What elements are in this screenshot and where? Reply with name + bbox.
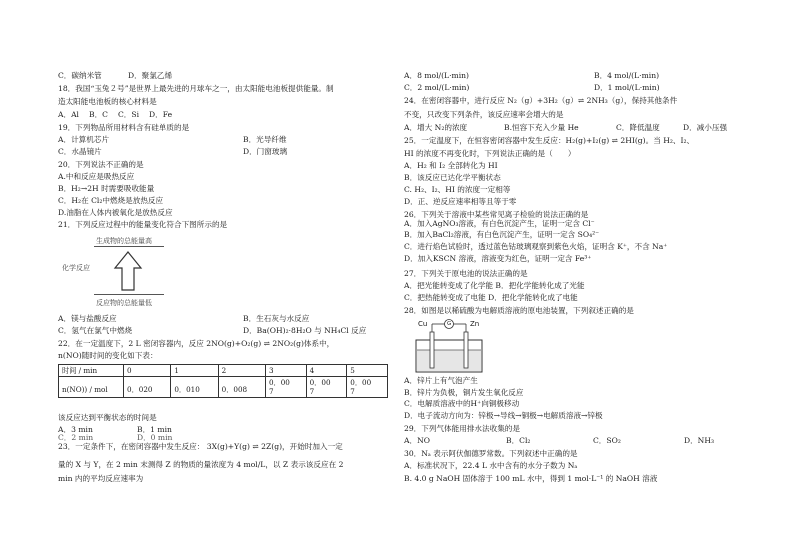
q22-stem-cont: n(NO)随时间的变化如下表： [58, 351, 158, 360]
q19-option-a: A．计算机芯片 [58, 135, 110, 144]
q22-stem-question: 该反应达到平衡状态的时间是 [58, 413, 157, 422]
q27-options-cd: C．把热能转变成了电能 D．把化学能转化成了电能 [404, 293, 578, 302]
q18-stem: 18．我国“玉兔２号”是世界上最先进的月球车之一，由太阳能电池板提供能量。制 [58, 84, 334, 93]
q19-option-d: D．门窗玻璃 [243, 147, 288, 156]
zinc-electrode-label: Zn [470, 320, 480, 328]
q24-stem: 24．在密闭容器中，进行反应 N₂（g）+3H₂（g）⇌ 2NH₃（g），保持其他条件 [404, 96, 678, 105]
q18-options: A．Al B．C C．Si D．Fe [58, 110, 173, 119]
energy-products-label: 生成物的总能量高 [96, 237, 152, 245]
q21-option-b: B．生石灰与水反应 [243, 314, 310, 323]
q21-option-c: C．氢气在氯气中燃烧 [58, 326, 133, 335]
q23-option-c: C．2 mol/(L·min) [404, 83, 470, 92]
products-level-line [94, 246, 164, 247]
q21-option-a: A．镁与盐酸反应 [58, 314, 117, 323]
copper-electrode-label: Cu [418, 320, 428, 328]
q19-stem: 19．下列物品所用材料含有硅单质的是 [58, 123, 190, 132]
table-header-cell: 5 [347, 365, 388, 377]
q23-option-d: D．1 mol/(L·min) [594, 83, 660, 92]
q23-stem-cont: 量的 X 与 Y，在 2 min 末测得 Z 的物质的量浓度为 4 mol/L，以 Z 表示该反应在 2 [58, 460, 344, 469]
q25-stem-cont: HI 的浓度不再变化时，下列说法正确的是（ ） [404, 149, 576, 158]
q29-stem: 29．下列气体能用排水法收集的是 [404, 424, 520, 433]
up-arrow-icon [113, 250, 143, 292]
table-header-cell: 2 [218, 365, 265, 377]
table-cell: 0．00 7 [306, 377, 347, 398]
q20-option-c: C．H₂在 Cl₂中燃烧是放热反应 [58, 196, 164, 205]
q18-stem-cont: 造太阳能电池板的核心材料是 [58, 97, 157, 106]
table-row-label: n(NO)) / mol [59, 377, 124, 398]
q26-option-b: B．加入BaCl₂溶液，有白色沉淀产生，证明一定含 SO₄²⁻ [404, 230, 600, 239]
table-header-cell: 0 [124, 365, 171, 377]
q23-stem-end: min 内的平均反应速率为 [58, 474, 144, 483]
q28-option-a: A．锌片上有气泡产生 [404, 376, 478, 385]
q30-option-b: B. 4.0 g NaOH 固体溶于 100 mL 水中，得到 1 mol·L⁻¹ 的 NaOH 溶液 [404, 474, 658, 483]
q27-options-ab: A．把光能转变成了化学能 B．把化学能转化成了光能 [404, 281, 585, 290]
q26-stem: 26．下列关于溶液中某些常见离子检验的说法正确的是 [404, 210, 589, 219]
q25-stem: 25．一定温度下，在恒容密闭容器中发生反应：H₂(g)+I₂(g) ⇌ 2HI(g)。当 H₂、I₂、 [404, 136, 695, 145]
reaction-label: 化学反应 [62, 264, 90, 272]
table-row [59, 377, 388, 398]
q21-stem: 21．下列反应过程中的能量变化符合下图所示的是 [58, 220, 228, 229]
q29-option-b: B．Cl₂ [506, 436, 531, 445]
q22-option-d: D．0 min [137, 433, 173, 442]
q19-option-c: C．水晶镜片 [58, 147, 102, 156]
q22-option-b: B．1 min [137, 425, 172, 434]
q29-option-c: C．SO₂ [593, 436, 621, 445]
table-header-cell: 4 [306, 365, 347, 377]
table-header-row [59, 365, 388, 377]
q24-option-b: B.恒容下充入少量 He [504, 123, 579, 132]
table-header-cell: 1 [171, 365, 218, 377]
q24-option-a: A．增大 N₂的浓度 [404, 123, 468, 132]
q29-option-d: D．NH₃ [684, 436, 714, 445]
q19-option-b: B．光导纤维 [243, 135, 287, 144]
table-cell: 0．010 [171, 377, 218, 398]
q29-option-a: A．NO [404, 436, 430, 445]
q24-option-d: D．减小压强 [683, 123, 728, 132]
galvanometer-label: G [447, 321, 452, 327]
q21-option-d: D．Ba(OH)₂·8H₂O 与 NH₄Cl 反应 [243, 326, 367, 335]
q25-option-d: D．正、逆反应速率相等且等于零 [404, 197, 517, 206]
q28-option-c: C．电解质溶液中的H⁺向铜极移动 [404, 399, 520, 408]
q20-option-d: D.油脂在人体内被氧化是放热反应 [58, 208, 173, 217]
q22-option-a: A．3 min [58, 425, 93, 434]
q25-option-c: C. H₂、I₂、HI 的浓度一定相等 [404, 185, 511, 194]
q26-option-a: A．加入AgNO₃溶液，有白色沉淀产生，证明一定含 Cl⁻ [404, 219, 595, 228]
q17-option-c: C．碳纳米管 [58, 71, 102, 80]
q22-option-c: C．2 min [58, 433, 94, 442]
q30-stem: 30．Nₐ 表示阿伏伽德罗常数。下列叙述中正确的是 [404, 449, 578, 458]
q24-stem-cont: 不变，只改变下列条件，该反应速率会增大的是 [404, 110, 564, 119]
q28-option-d: D．电子流动方向为：锌极→导线→铜极→电解质溶液→锌极 [404, 411, 603, 420]
q25-option-a: A．H₂ 和 I₂ 全部转化为 HI [404, 161, 498, 170]
table-cell: 0．00 7 [347, 377, 388, 398]
q20-option-b: B．H₂→2H 时需要吸收能量 [58, 184, 155, 193]
q17-option-d: D．聚氯乙烯 [128, 71, 173, 80]
nno-table [58, 364, 388, 398]
table-cell: 0．020 [124, 377, 171, 398]
q26-option-d: D．加入KSCN 溶液，溶液变为红色，证明一定含 Fe³⁺ [404, 254, 592, 263]
q25-option-b: B．该反应已达化学平衡状态 [404, 173, 501, 182]
q24-option-c: C．降低温度 [616, 123, 660, 132]
q26-option-c: C．进行焰色试验时，透过蓝色钴玻璃观察到紫色火焰，证明含 K⁺，不含 Na⁺ [404, 242, 668, 251]
q30-option-a: A．标准状况下，22.4 L 水中含有的水分子数为 Nₐ [404, 461, 578, 470]
q23-option-b: B．4 mol/(L·min) [594, 71, 660, 80]
reactants-level-line [94, 294, 164, 295]
q23-option-a: A．8 mol/(L·min) [404, 71, 469, 80]
q22-stem: 22．在一定温度下，2 L 密闭容器内，反应 2NO(g)+O₂(g) ⇌ 2NO₂(g)体系中， [58, 339, 335, 348]
table-cell: 0．008 [218, 377, 265, 398]
energy-reactants-label: 反应物的总能量低 [96, 299, 152, 307]
q20-option-a: A.中和反应是吸热反应 [58, 172, 135, 181]
q27-stem: 27．下列关于原电池的说法正确的是 [404, 269, 528, 278]
q28-option-b: B．锌片为负极，铜片发生氧化反应 [404, 388, 524, 397]
q23-stem: 23．一定条件下，在密闭容器中发生反应： 3X(g)+Y(g) ⇌ 2Z(g)，开始时加入一定 [58, 442, 343, 451]
q28-stem: 28．如图是以稀硫酸为电解质溶液的原电池装置，下列叙述正确的是 [404, 306, 634, 315]
table-header-cell: 时间 / min [59, 365, 124, 377]
table-cell: 0．00 7 [265, 377, 306, 398]
table-header-cell: 3 [265, 365, 306, 377]
q20-stem: 20．下列说法不正确的是 [58, 160, 144, 169]
